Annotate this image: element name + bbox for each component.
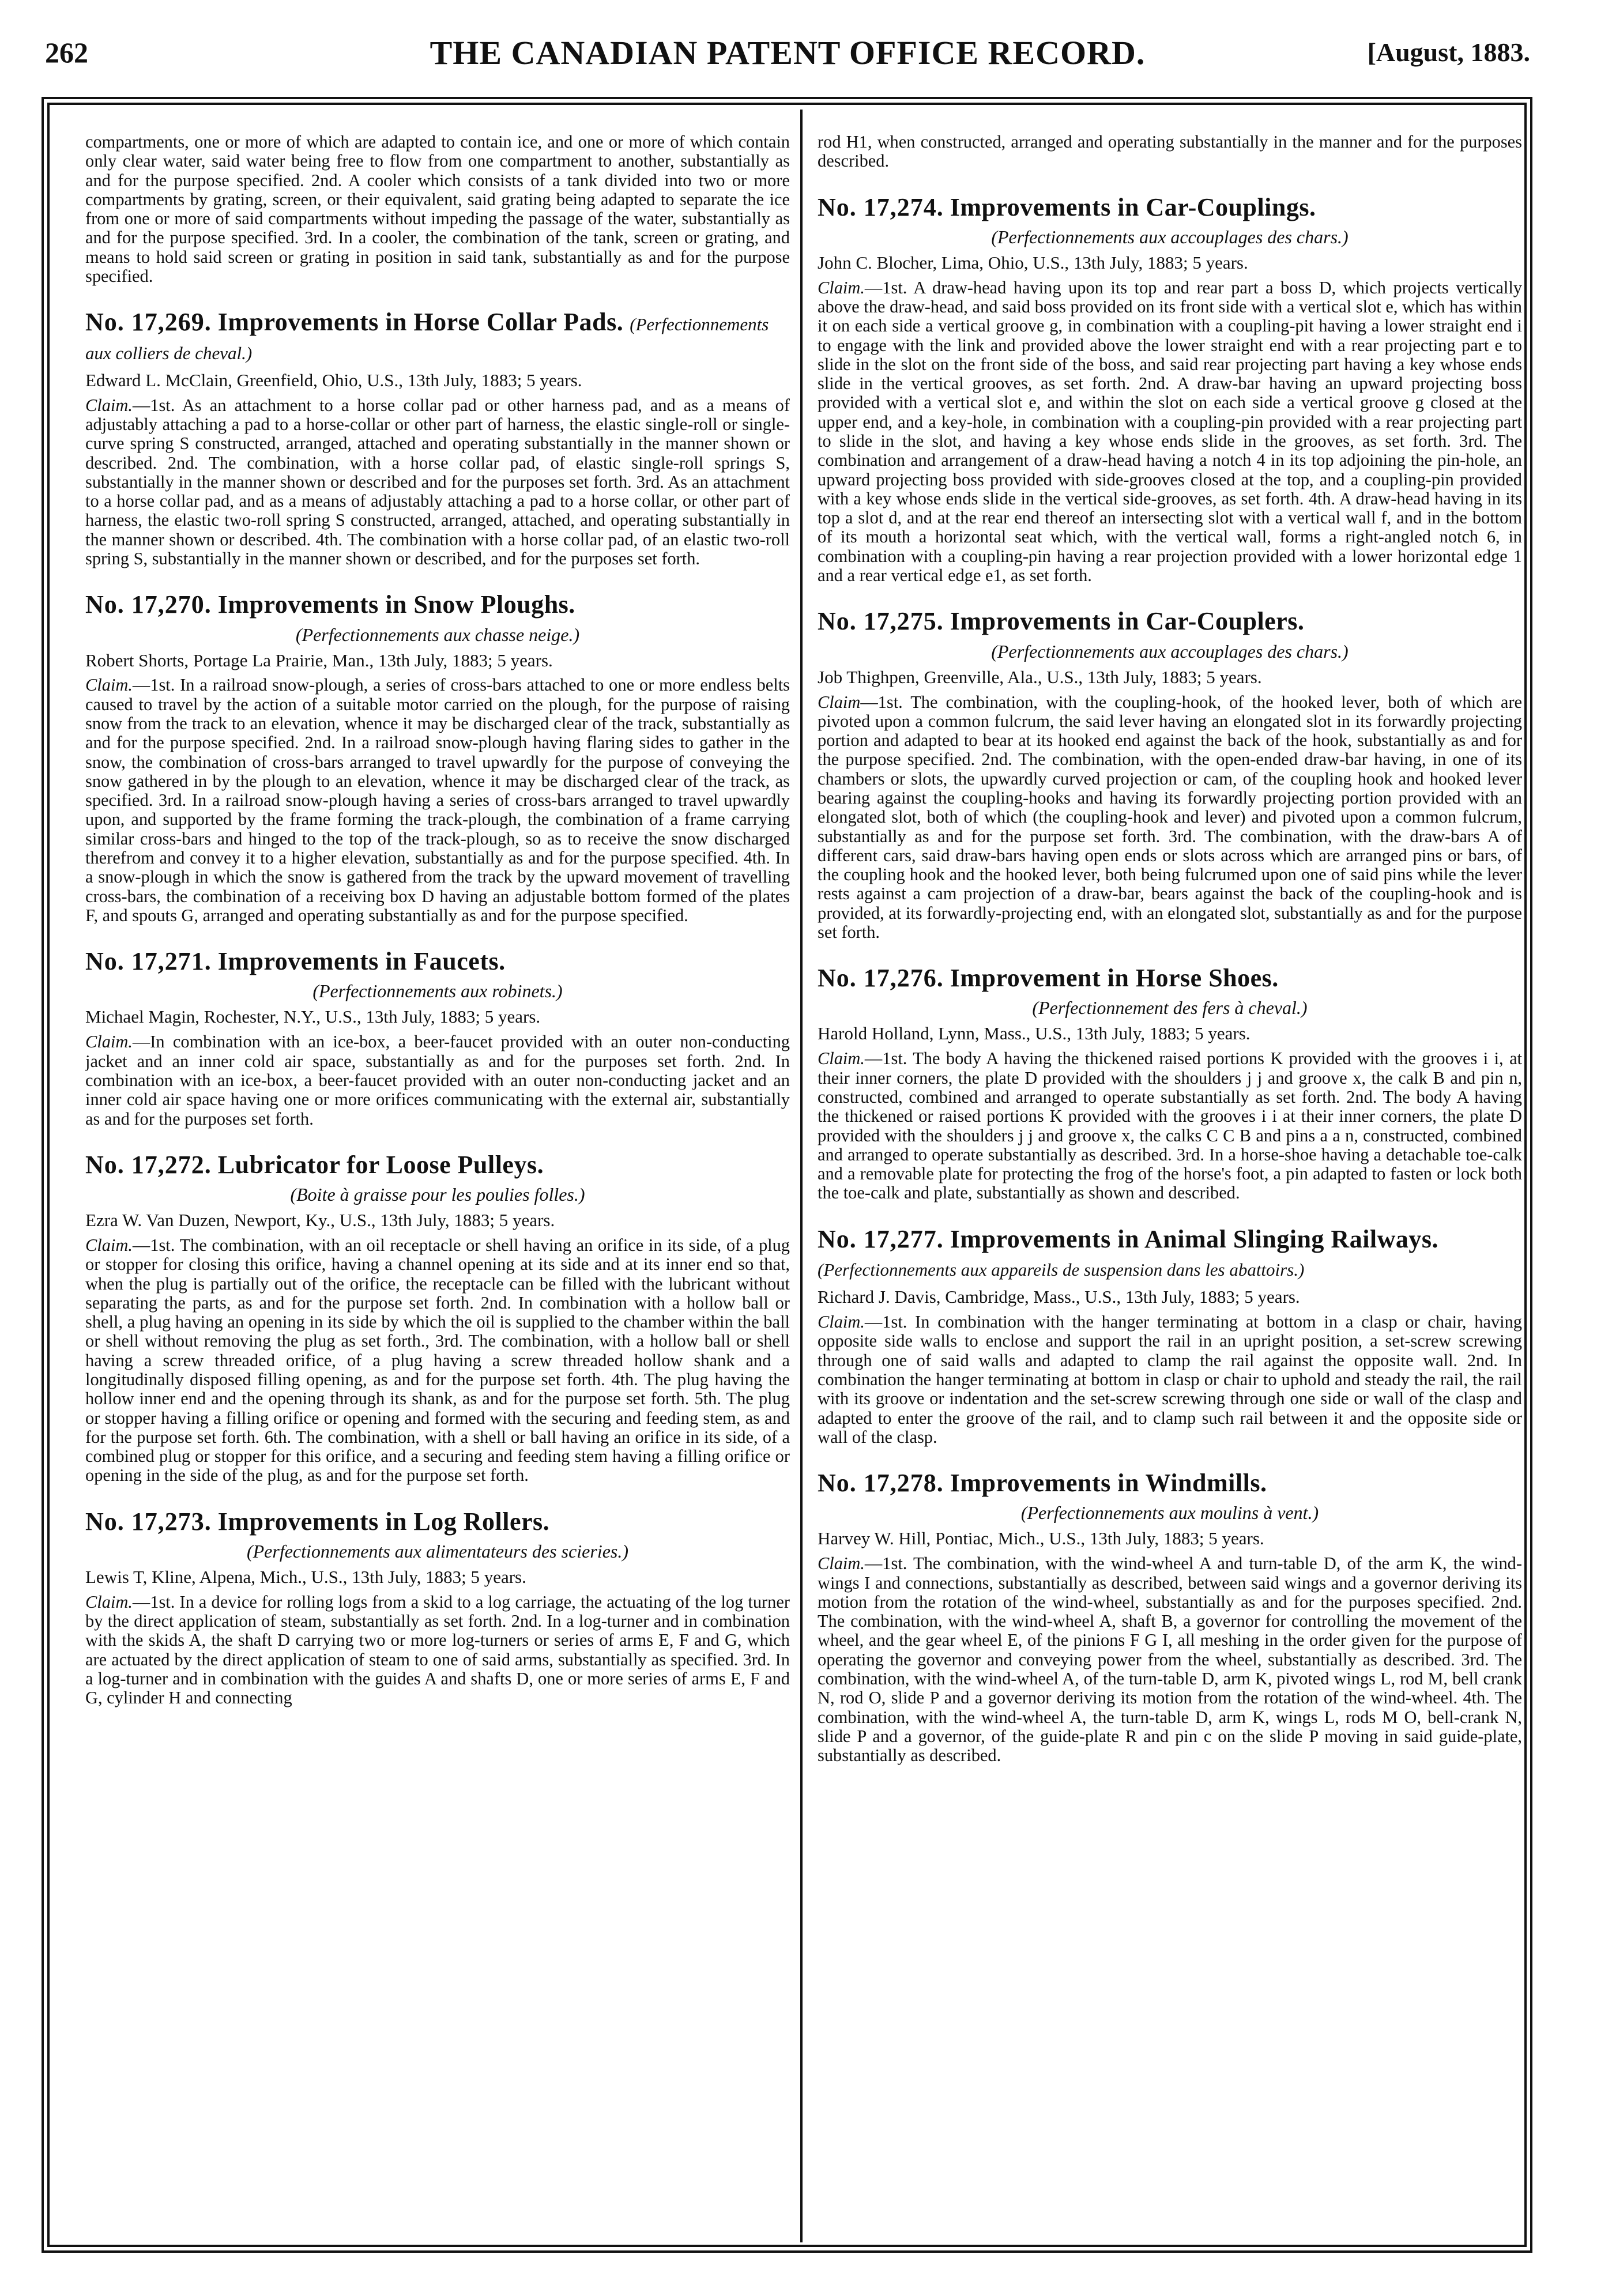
- entry-claim: [85, 1032, 790, 1128]
- page-header: [45, 33, 1530, 80]
- claim-label: Claim.: [85, 675, 133, 695]
- entry-inventor: Harold Holland, Lynn, Mass., U.S., 13th July, 1883; 5 years.: [818, 1023, 1251, 1044]
- entry-claim: [818, 1313, 1522, 1447]
- entry-inventor: Michael Magin, Rochester, N.Y., U.S., 13th July, 1883; 5 years.: [85, 1006, 541, 1027]
- entry-heading: [85, 308, 790, 365]
- patent-entry-17272: [85, 1151, 790, 1486]
- entry-heading: [818, 1225, 1522, 1282]
- entry-title: Improvement in Horse Shoes.: [950, 964, 1279, 993]
- entry-inventor: Job Thighpen, Greenville, Ala., U.S., 13th July, 1883; 5 years.: [818, 666, 1262, 687]
- entry-heading: [818, 607, 1522, 635]
- patent-entry-17273: [85, 1507, 790, 1708]
- entry-heading: [818, 964, 1522, 992]
- entry-inventor: Edward L. McClain, Greenfield, Ohio, U.S., 13th July, 1883; 5 years.: [85, 370, 582, 390]
- claim-label: Claim.: [818, 1049, 865, 1069]
- claim-text: —In combination with an ice-box, a beer-faucet provided with an outer non-conducting jacket and an inner cold air space, substantially as and for the purposes set forth. 2nd. In combination with an ice-box, a beer-faucet provided with an outer non-conducting jacket and an inner cold air space having one or more orifices communicating with the external air, substantially as and for the purposes set forth.: [85, 1032, 790, 1129]
- entry-claim: [85, 1593, 790, 1708]
- entry-inventor: Lewis T, Kline, Alpena, Mich., U.S., 13th July, 1883; 5 years.: [85, 1566, 526, 1587]
- entry-french-title: (Perfectionnements aux chasse neige.): [295, 624, 580, 645]
- entry-french-title: (Perfectionnement des fers à cheval.): [1032, 997, 1308, 1019]
- left-column: [85, 133, 790, 2231]
- entry-title: Improvements in Horse Collar Pads.: [217, 308, 624, 337]
- right-continuation-text: rod H1, when constructed, arranged and operating substantially in the manner and for the purposes described.: [818, 133, 1522, 171]
- claim-label: Claim.: [85, 1592, 133, 1612]
- claim-label: Claim.: [818, 277, 865, 297]
- entry-french-title: (Perfectionnements aux accouplages des chars.): [991, 226, 1349, 247]
- entry-claim: [818, 1554, 1522, 1765]
- entry-title: Improvements in Car-Couplers.: [950, 607, 1305, 636]
- entry-french-title: (Perfectionnements aux robinets.): [312, 981, 563, 1002]
- patent-entry-17276: [818, 964, 1522, 1202]
- claim-text: —1st. The body A having the thickened raised portions K provided with the grooves i i, at their inner corners, the plate D provided with the shoulders j j and groove x, the calk B and pin n, constructed, combined and arranged to operate substantially as set forth. 2nd. The body A having the thickened or raised portions K provided with the grooves i i at their inner corners, the plate D provided with the shoulders j j and groove x, the calks C C B and pins a a n, constructed, combined and arranged to operate substantially as described. 3rd. In a horse-shoe having a detachable toe-calk and a removable plate for protecting the frog of the horse's foot, a pin adapted to fasten or lock both the toe-calk and plate, substantially as shown and described.: [818, 1049, 1522, 1203]
- entry-number: No. 17,273.: [85, 1507, 212, 1536]
- claim-text: —1st. The combination, with an oil receptacle or shell having an orifice in its side, of a plug or stopper for closing this orifice, having a channel opening at its side and at its inner end so that, when the plug is partially out of the orifice, the receptacle can be filled with the lubricant without separating the parts, as and for the purpose set forth. 2nd. In combination with a hollow ball or shell, a plug having an opening in its side by which the oil is supplied to the chamber within the ball or shell without removing the plug as set forth., 3rd. The combination, with a hollow ball or shell having a screw threaded orifice, of a plug having a screw threaded hollow shank and a longitudinally disposed filling opening, as and for the purpose set forth. 4th. The plug having the hollow inner end and the opening through its shank, as and for the purpose set forth. 5th. The plug or stopper having a filling orifice or opening and formed with the securing and feeding stem, as and for the purpose set forth. 6th. The combination, with a shell or ball having an orifice in its side, of a combined plug or stopper for this orifice, and a securing and feeding stem having a filling orifice or opening in the side of the plug, as and for the purpose set forth.: [85, 1235, 790, 1486]
- entry-title: Improvements in Log Rollers.: [217, 1507, 550, 1536]
- entry-title: Improvements in Windmills.: [950, 1469, 1267, 1498]
- entry-heading: [85, 1151, 790, 1179]
- entry-number: No. 17,272.: [85, 1150, 212, 1179]
- patent-entry-17269: [85, 308, 790, 568]
- claim-text: —1st. In a device for rolling logs from a skid to a log carriage, the actuating of the log turner by the direct application of steam, substantially as set forth. 2nd. In a log-turner and in combination with the skids A, the shaft D carrying two or more log-turners or series of arms E, F and G, which are actuated by the direct application of steam to one of said arms, substantially as specified. 3rd. In a log-turner and in combination with the guides A and shafts D, one or more series of arms E, F and G, cylinder H and connecting: [85, 1592, 790, 1708]
- entry-claim: [818, 693, 1522, 942]
- patent-entry-17274: [818, 193, 1522, 586]
- left-continuation-text: compartments, one or more of which are adapted to contain ice, and one or more of which contain only clear water, said water being free to flow from one compartment to another, substantially as and for the purpose specified. 2nd. A cooler which consists of a tank divided into two or more compartments by grating, screen, or their equivalent, said grating being adapted to separate the ice from one or more of said compartments without impeding the passage of the water, substantially as and for the purpose specified. 3rd. In a cooler, the combination of the tank, screen or grating, and means to hold said screen or grating in position in said tank, substantially as and for the purpose specified.: [85, 133, 790, 286]
- claim-label: Claim.: [818, 1554, 865, 1574]
- entry-french-title: (Perfectionnements aux alimentateurs des scieries.): [246, 1540, 629, 1562]
- entry-claim: [85, 396, 790, 569]
- entry-number: No. 17,276.: [818, 964, 944, 993]
- entry-title: Lubricator for Loose Pulleys.: [217, 1150, 544, 1179]
- patent-entry-17278: [818, 1469, 1522, 1765]
- claim-text: —1st. In a railroad snow-plough, a series of cross-bars attached to one or more endless belts caused to travel by the action of a suitable motor carried on the plough, for the purpose of raising snow from the track to an elevation, whence it may be discharged clear of the track, substantially as and for the purpose specified. 2nd. In a railroad snow-plough having flaring sides to gather in the snow, the combination of cross-bars arranged to travel upwardly for the purpose of conveying the snow gathered in by the plough to an elevation, whence it may be discharged clear of the track, as specified. 3rd. In a railroad snow-plough having a series of cross-bars arranged to travel upwardly upon, and supported by the frame forming the track-plough, the combination of a frame carrying similar cross-bars and hinged to the top of the track-plough, so as to receive the snow discharged therefrom and convey it to a higher elevation, substantially as and for the purpose specified. 4th. In a snow-plough in which the snow is gathered from the track by the upward movement of travelling cross-bars, the combination of a receiving box D having an adjustable bottom formed of the plates F, and spouts G, arranged and operating substantially as and for the purpose specified.: [85, 675, 790, 925]
- page-date: [August, 1883.: [1367, 37, 1530, 67]
- entry-heading: [818, 193, 1522, 221]
- entry-inventor: Harvey W. Hill, Pontiac, Mich., U.S., 13th July, 1883; 5 years.: [818, 1528, 1264, 1549]
- entry-french-title: (Boite à graisse pour les poulies folles.): [290, 1184, 585, 1205]
- entry-heading: [85, 947, 790, 975]
- page-title: THE CANADIAN PATENT OFFICE RECORD.: [430, 34, 1146, 71]
- claim-text: —1st. The combination, with the coupling-hook, of the hooked lever, both of which are pivoted upon a common fulcrum, the said lever having an elongated slot in its forwardly projecting portion and adapted to bear at its hooked end against the back of the hook, substantially as and for the purpose specified. 2nd. The combination, with the open-ended draw-bar having, in one of its chambers or slots, the upwardly curved projection or cam, of the coupling hook and hooked lever bearing against the coupling-hooks and having its forwardly projecting portion provided with an elongated slot, both of which (the coupling-hook and lever) and pivoted upon a common fulcrum, substantially as and for the purpose set forth. 3rd. The combination, with the draw-bars A of different cars, said draw-bars having open ends or slots across which are arranged pins or bars, of the coupling hook and the hooked lever, both being fulcrumed upon one of said pins while the lever rests against a cam projection of a draw-bar, bears against the back of the coupling-hook and is provided, at its forwardly-projecting end, with an elongated slot, substantially as and for the purpose set forth.: [818, 692, 1522, 942]
- page-number: 262: [45, 36, 88, 69]
- entry-inventor: John C. Blocher, Lima, Ohio, U.S., 13th July, 1883; 5 years.: [818, 252, 1248, 273]
- entry-title: Improvements in Animal Slinging Railways.: [950, 1224, 1439, 1253]
- claim-text: —1st. As an attachment to a horse collar pad or other harness pad, and as a means of adjustably attaching a pad to a horse-collar or other part of harness, the elastic single-roll or single-curve spring S constructed, arranged, attached and operating substantially in the manner shown or described. 2nd. The combination, with a horse collar pad, of elastic single-roll springs S, substantially in the manner shown or described and for the purposes set forth. 3rd. As an attachment to a horse collar pad, and as a means of adjustably attaching a pad to a horse collar, or other part of harness, the elastic two-roll spring S constructed, arranged, attached, and operating substantially in the manner shown or described. 4th. The combination with a horse collar pad, of an elastic two-roll spring S, substantially in the manner shown or described, and for the purposes set forth.: [85, 395, 790, 568]
- entry-inventor: Richard J. Davis, Cambridge, Mass., U.S., 13th July, 1883; 5 years.: [818, 1287, 1300, 1307]
- entry-heading: [85, 590, 790, 619]
- patent-entry-17275: [818, 607, 1522, 942]
- claim-label: Claim: [818, 692, 861, 712]
- claim-text: —1st. In combination with the hanger terminating at bottom in a clasp or chair, having opposite side walls to enclose and support the rail in an upright position, a set-screw screwing through one of said walls and adapted to clamp the rail against the opposite wall. 2nd. In combination the hanger terminating at bottom in clasp or chair to uphold and steady the rail, the rail with its groove or indentation and the set-screw screwing through one side or wall of the clasp and adapted to enter the groove of the rail, and to clamp such rail between it and the opposite side or wall of the clasp.: [818, 1312, 1522, 1447]
- entry-claim: [818, 1049, 1522, 1202]
- entry-french-title: (Perfectionnements aux colliers de cheval.): [85, 314, 769, 363]
- entry-title: Improvements in Car-Couplings.: [950, 193, 1316, 221]
- entry-number: No. 17,269.: [85, 308, 212, 337]
- right-column: [818, 133, 1522, 2231]
- entry-claim: [85, 1236, 790, 1486]
- column-divider: [800, 110, 803, 2242]
- entry-number: No. 17,277.: [818, 1224, 944, 1253]
- entry-title: Improvements in Snow Ploughs.: [217, 590, 575, 619]
- claim-label: Claim.: [85, 1235, 133, 1256]
- entry-number: No. 17,278.: [818, 1469, 944, 1498]
- entry-inventor: Robert Shorts, Portage La Prairie, Man., 13th July, 1883; 5 years.: [85, 650, 553, 670]
- claim-text: —1st. A draw-head having upon its top and rear part a boss D, which projects vertically above the draw-head, and said boss provided on its front side with a vertical slot e, which has within it on each side a vertical groove g, in combination with a coupling-pit having a lower straight end i to engage with the link and provided above the lower straight end with a rear projecting part e to slide in the slot on the front side of the boss, and said rear projecting part having a key whose ends slide in the vertical grooves, as set forth. 2nd. A draw-bar having an upward projecting boss provided with a vertical slot e, and within the slot on each side a vertical groove g closed at the upper end, and a key-hole, in combination with a coupling-pin provided with a rear projecting part to slide in the slot, and having a key whose ends slide in the grooves, as set forth. 3rd. The combination and arrangement of a draw-head having a notch 4 in its top adjoining the pin-hole, an upward projecting boss provided with side-grooves closed at the top, and a coupling-pin provided with a key whose ends slide in the vertical side-grooves, as set forth. 4th. A draw-head having in its top a slot d, and at the rear end thereof an intersecting slot with a vertical wall f, and in the bottom of its mouth a horizontal seat which, with the vertical wall, forms a right-angled notch 6, in combination with a coupling-pin having a rear projection provided with a lower horizontal edge 1 and a rear vertical edge e1, as set forth.: [818, 277, 1522, 586]
- claim-label: Claim.: [818, 1312, 865, 1332]
- entry-heading: [818, 1469, 1522, 1497]
- claim-text: —1st. The combination, with the wind-wheel A and turn-table D, of the arm K, the wind-wings I and connections, substantially as described, between said wings and a governor deriving its motion from the rotation of the wind-wheel, substantially as and for the purposes specified. 2nd. The combination, with the wind-wheel A, shaft B, a governor for controlling the movement of the wheel, and the gear wheel E, of the pinions F G I, all meshing in the order given for the purpose of operating the governor and conveying power from the wheel, substantially as described. 3rd. The combination, with the wind-wheel A, of the turn-table D, arm K, pivoted wings L, rod M, bell crank N, rod O, slide P and a governor deriving its motion from the rotation of the wind-wheel. 4th. The combination, with the wind-wheel A, the turn-table D, arm K, wings L, rods M O, bell-crank N, slide P and a governor, of the guide-plate R and pin c on the slide P moving in said guide-plate, substantially as described.: [818, 1554, 1522, 1766]
- entry-number: No. 17,274.: [818, 193, 944, 221]
- entry-french-title: (Perfectionnements aux appareils de suspension dans les abattoirs.): [818, 1259, 1305, 1280]
- entry-inventor: Ezra W. Van Duzen, Newport, Ky., U.S., 13th July, 1883; 5 years.: [85, 1210, 555, 1231]
- patent-entry-17270: [85, 590, 790, 925]
- entry-number: No. 17,271.: [85, 947, 212, 976]
- patent-entry-17271: [85, 947, 790, 1129]
- entry-heading: [85, 1507, 790, 1536]
- claim-label: Claim.: [85, 395, 133, 415]
- entry-claim: [85, 676, 790, 925]
- entry-french-title: (Perfectionnements aux moulins à vent.): [1020, 1502, 1319, 1524]
- entry-number: No. 17,270.: [85, 590, 212, 619]
- patent-entry-17277: [818, 1225, 1522, 1447]
- entry-french-title: (Perfectionnements aux accouplages des chars.): [991, 640, 1349, 662]
- entry-claim: [818, 278, 1522, 586]
- entry-number: No. 17,275.: [818, 607, 944, 636]
- entry-title: Improvements in Faucets.: [217, 947, 506, 976]
- claim-label: Claim.: [85, 1032, 133, 1052]
